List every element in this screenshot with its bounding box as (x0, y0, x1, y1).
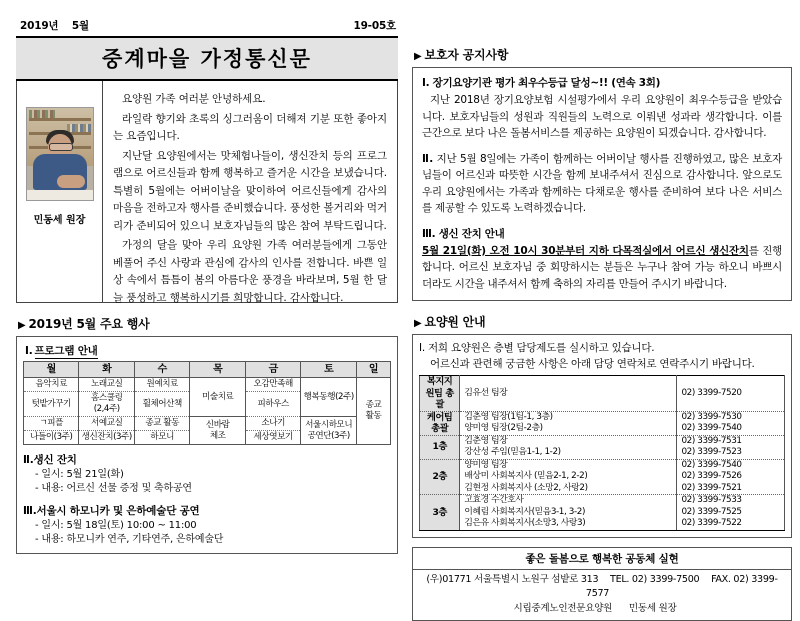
notice-title-3 (422, 226, 782, 242)
cell-tue-2: 홈스쿨링 (2,4주) (79, 392, 134, 417)
notice-body-2 (422, 151, 782, 217)
issue-month: 5월 (72, 20, 89, 32)
concert-line-2: - 내용: 하모니카 연주, 기타연주, 은하예술단 (23, 533, 391, 547)
masthead (16, 36, 398, 81)
staff-role-2: 1층 (420, 435, 460, 459)
facility-info-panel (412, 334, 792, 538)
issue-year: 2019년 (20, 20, 58, 32)
col-fri: 금 (245, 362, 300, 378)
triangle-icon: ▶ (414, 51, 422, 62)
right-column (412, 18, 792, 555)
notice-label-3: 생신 잔치 안내 (439, 228, 505, 240)
birthday-title (23, 452, 391, 467)
table-row (420, 435, 785, 459)
table-row (420, 459, 785, 495)
table-row (420, 411, 785, 435)
cell-wed-4: 하모니 (134, 431, 189, 445)
notice-num-2: Ⅱ. (422, 153, 433, 165)
staff-people-3: 양미영 팀장 배상미 사회복지사 (믿음2-1, 2-2) 김현정 사회복지사 (소망2, 사랑2) (460, 459, 677, 495)
greeting-paragraph-3: 지난달 요양원에서는 맛체험나들이, 생신잔치 등의 프로그램으로 어르신들과 함께 행복하고 즐거운 시간을 보냈습니다. 특별히 5월에는 어버이날을 맞이하여 어르신들에게 감사의 마음을 전하고자 행사를 준비했습니다. 풍성한 볼거리와 먹거리가 준비되어 있으니 보호자님들의 많은 참여 부탁드립니다. (113, 148, 387, 236)
cell-thu-1: 미술치료 (190, 378, 245, 417)
cell-mon-1: 음악치료 (24, 378, 79, 392)
notice-body-3 (422, 243, 782, 293)
footer-address-box (412, 570, 792, 621)
greeting-paragraph-2: 라일락 향기와 초록의 싱그러움이 더해져 기분 또한 좋아지는 요즘입니다. (113, 111, 387, 146)
cell-mon-2: 텃밭가꾸기 (24, 392, 79, 417)
page-title: 중계마을 가정통신문 (16, 43, 398, 73)
notices-heading-label: 보호자 공지사항 (425, 48, 509, 62)
col-wed: 수 (134, 362, 189, 378)
greeting-text (103, 81, 397, 302)
cell-sat-1: 행복동행(2주) (301, 378, 357, 417)
footer-fax: FAX. 02) 3399-7577 (586, 574, 778, 600)
director-photo (26, 107, 94, 201)
facility-info-line-1: 저희 요양원은 층별 담당제도를 실시하고 있습니다. (428, 342, 654, 354)
cell-mon-3: ㄱ피플 (24, 417, 79, 431)
cell-fri-1: 오감만족해 (245, 378, 300, 392)
staff-role-1: 케어팀 총괄 (420, 411, 460, 435)
greeting-paragraph-1: 요양원 가족 여러분 안녕하세요. (113, 91, 387, 109)
facility-info-line-2: 어르신과 관련해 궁금한 사항은 아래 담당 연락처로 연락주시기 바랍니다. (419, 356, 785, 372)
director-photo-cell (17, 81, 103, 302)
notice-label-1: 장기요양기관 평가 최우수등급 달성~!! (연속 3회) (433, 77, 660, 89)
staff-people-2: 김춘영 팀장 강산성 주임(믿음1-1, 1-2) (460, 435, 677, 459)
table-row (420, 376, 785, 412)
cell-wed-1: 원예치료 (134, 378, 189, 392)
notice-num-1: Ⅰ. (422, 77, 429, 89)
concert-title (23, 503, 391, 518)
concert-num: Ⅲ. (23, 505, 37, 517)
notice-item-1 (422, 75, 782, 142)
staff-people-0: 김유선 팀장 (460, 376, 677, 412)
footer-line-1 (413, 573, 791, 602)
facility-info-heading (414, 313, 792, 330)
program-table (23, 361, 391, 445)
table-row (24, 378, 391, 392)
facility-info-num: Ⅰ. (419, 342, 425, 354)
cell-tue-1: 노래교실 (79, 378, 134, 392)
cell-wed-2: 휠체어산책 (134, 392, 189, 417)
staff-tels-1: 02) 3399-7530 02) 3399-7540 (677, 411, 785, 435)
notice-body-1: 지난 2018년 장기요양보험 시설평가에서 우리 요양원이 최우수등급을 받았습니다. 보호자님들의 성원과 직원들의 노력으로 이뤄낸 성과라 생각합니다. 이를 근간으로 보다 나은 돌봄서비스를 제공하는 요양원이 되겠습니다. 감사합니다. (422, 92, 782, 142)
birthday-label: 생신 잔치 (34, 454, 77, 466)
notice-body-3-text: 를 진행합니다. 어르신 보호자님 중 회망하시는 분들은 누구나 참여 가능 하오니 바쁘시더라도 시간을 내주셔서 함께 축하의 자리를 만들어 주시기 바랍니다. (422, 245, 782, 290)
concert-line-1: - 일시: 5월 18일(토) 10:00 ~ 11:00 (23, 519, 391, 533)
col-mon: 월 (24, 362, 79, 378)
staff-tels-3: 02) 3399-7540 02) 3399-7526 02) 3399-7521 (677, 459, 785, 495)
col-thu: 목 (190, 362, 245, 378)
staff-contact-table (419, 375, 785, 531)
notice-item-3 (422, 226, 782, 293)
staff-people-1: 김춘영 팀장(1팀-1, 3층) 양미영 팀장(2팀-2층) (460, 411, 677, 435)
cell-fri-2: 피하우스 (245, 392, 300, 417)
birthday-block (23, 452, 391, 496)
birthday-line-1: - 일시: 5월 21일(화) (23, 468, 391, 482)
triangle-icon: ▶ (18, 320, 26, 331)
cell-mon-4: 나들이(3주) (24, 431, 79, 445)
triangle-icon: ▶ (414, 318, 422, 329)
program-subtitle (25, 343, 391, 358)
issue-date (20, 18, 99, 33)
greeting-box (16, 81, 398, 303)
staff-people-4: 고효경 수간호사 이혜림 사회복지사(믿음3-1, 3-2) 김은유 사회복지사(소망3, 사랑3) (460, 495, 677, 531)
greeting-paragraph-4: 가정의 달을 맞아 우리 요양원 가족 여러분들에게 그동안 베풀어 주신 사랑과 관심에 감사의 인사를 전합니다. 바쁜 일상 속에서 틈틈이 봄의 아름다운 풍경을 바라보며, 5월 한 달 늘 풍성하고 행복하시기를 희망합니다. 감사합니다. (113, 237, 387, 307)
notices-box (412, 67, 792, 301)
table-row (420, 495, 785, 531)
cell-tue-3: 서예교실 (79, 417, 134, 431)
footer-tel: TEL. 02) 3399-7500 (610, 574, 699, 585)
footer-director: 민동세 원장 (629, 603, 677, 614)
footer-address: (우)01771 서울특별시 노원구 섬밭로 313 (426, 574, 598, 585)
events-panel (16, 336, 398, 554)
events-heading-label: 2019년 5월 주요 행사 (29, 317, 150, 331)
left-column (16, 18, 398, 555)
notice-title-1 (422, 75, 782, 91)
table-row (24, 417, 391, 431)
col-sun: 일 (356, 362, 390, 378)
cell-wed-3: 종교 활동 (134, 417, 189, 431)
cell-sun-1: 종교 활동 (356, 378, 390, 445)
cell-fri-3: 소나기 (245, 417, 300, 431)
facility-info-lead (419, 340, 785, 372)
staff-tels-2: 02) 3399-7531 02) 3399-7523 (677, 435, 785, 459)
program-subtitle-num: Ⅰ. (25, 345, 33, 357)
director-photo-caption: 민동세 원장 (34, 211, 86, 226)
staff-role-4: 3층 (420, 495, 460, 531)
birthday-num: Ⅱ. (23, 454, 34, 466)
facility-info-heading-label: 요양원 안내 (425, 315, 486, 329)
concert-block (23, 503, 391, 547)
footer-line-2 (413, 602, 791, 617)
issue-number: 19-05호 (353, 18, 396, 33)
staff-tels-0: 02) 3399-7520 (677, 376, 785, 412)
col-tue: 화 (79, 362, 134, 378)
notice-item-2 (422, 151, 782, 217)
notice-num-3: Ⅲ. (422, 228, 435, 240)
staff-tels-4: 02) 3399-7533 02) 3399-7525 02) 3399-7522 (677, 495, 785, 531)
staff-role-3: 2층 (420, 459, 460, 495)
footer-org: 시립중계노인전문요양원 (514, 603, 613, 614)
notice-highlight-3: 5월 21일(화) 오전 10시 30분부터 지하 다목적실에서 어르신 생신잔치 (422, 245, 749, 257)
slogan-banner: 좋은 돌봄으로 행복한 공동체 실현 (412, 547, 792, 570)
cell-fri-4: 세상엿보기 (245, 431, 300, 445)
program-subtitle-label: 프로그램 안내 (35, 345, 98, 359)
birthday-line-2: - 내용: 어르신 선물 증정 및 축하공연 (23, 482, 391, 496)
notices-heading (414, 46, 792, 63)
cell-sat-2: 서울시하모니 공연단(3주) (301, 417, 357, 445)
col-sat: 토 (301, 362, 357, 378)
table-header-row (24, 362, 391, 378)
staff-role-0: 복지지원팀 총괄 (420, 376, 460, 412)
notice-body-2-text: 지난 5월 8일에는 가족이 함께하는 어버이날 행사를 진행하였고, 많은 보호자님들이 어르신과 따뜻한 시간을 함께 보내주셔서 진심으로 감사합니다. 앞으로도 우리 요양원에서는 가족과 함께하는 다채로운 행사를 준비하여 보다 나은 서비스를 제공할 수 있도록 노력하겠습니다. (422, 153, 782, 215)
cell-tue-4: 생신잔치(3주) (79, 431, 134, 445)
events-heading (18, 315, 398, 332)
concert-label: 서울시 하모니카 및 은하예술단 공연 (37, 505, 200, 517)
issue-row (16, 18, 398, 36)
cell-thu-2: 신바람 체조 (190, 417, 245, 445)
